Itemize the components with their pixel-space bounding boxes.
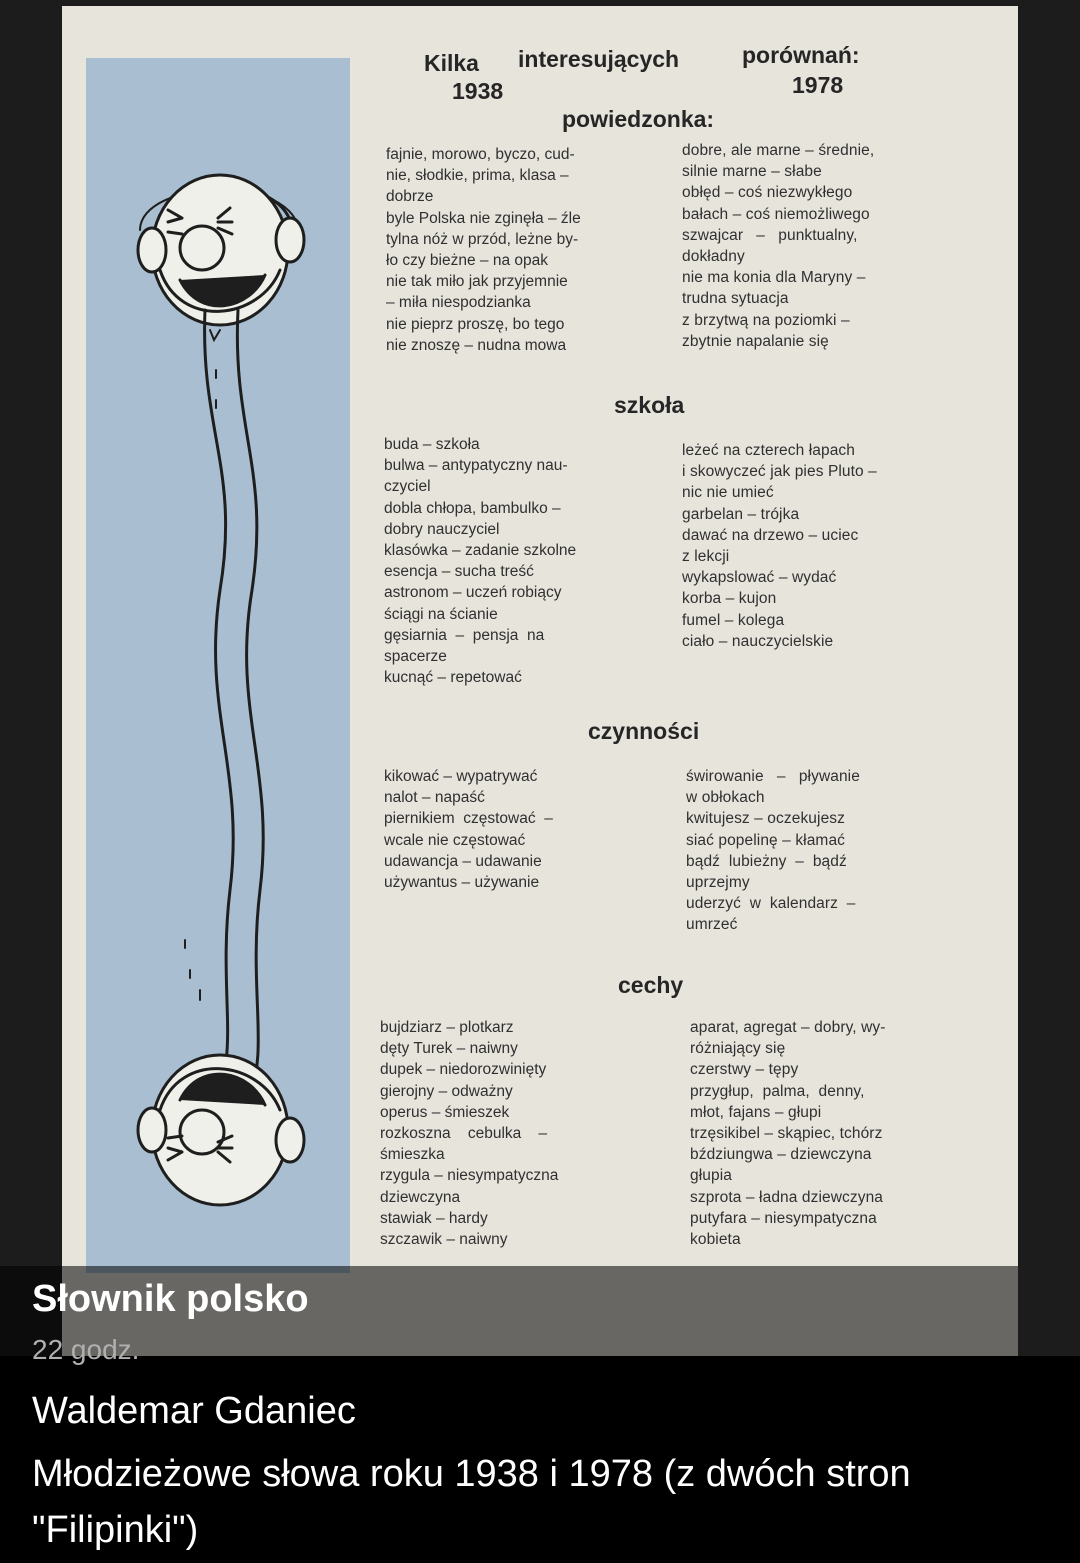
cechy-right-column: aparat, agregat – dobry, wy- różniający się czerstwy – tępy przygłup, palma, denny, młot, fajans – głupi trzęsikibel – skąpiec, tchórz bździungwa – dziewczyna głupia szprota – ładna dziewczyna putyfara – niesympatyczna kobieta xyxy=(690,1019,886,1249)
czynnosci-left-column: kikować – wypatrywać nalot – napaść piernikiem częstować – wcale nie częstować udawancja – udawanie używantus – używanie xyxy=(384,768,553,892)
header-powiedzonka: powiedzonka: xyxy=(562,106,715,132)
header-interesujacych: interesujących xyxy=(518,46,680,72)
post-time: 22 godz. xyxy=(32,1334,140,1365)
header-year-1938: 1938 xyxy=(452,78,504,104)
section-title-szkola: szkoła xyxy=(614,392,685,418)
section-title-cechy: cechy xyxy=(618,972,684,998)
header-porownan: porównań: xyxy=(742,42,860,68)
czynnosci-right-column: świrowanie – pływanie w obłokach kwitujesz – oczekujesz siać popelinę – kłamać bądź lubieżny – bądź uprzejmy uderzyć w kalendarz – umrzeć xyxy=(686,768,860,934)
header-kilka: Kilka xyxy=(424,50,479,76)
group-name[interactable]: Słownik polsko xyxy=(32,1278,309,1320)
header-year-1978: 1978 xyxy=(792,72,844,98)
szkola-left-column: buda – szkoła bulwa – antypatyczny nau- czyciel dobla chłopa, bambulko – dobry nauczyciel klasówka – zadanie szkolne esencja – sucha treść astronom – uczeń robiący ściągi na ścianie gęsiarnia – pensja na spacerze kucnąć – repetować xyxy=(384,436,577,687)
powiedzonka-left-column: fajnie, morowo, byczo, cud- nie, słodkie, prima, klasa – dobrze byle Polska nie zginęła – źle tylna nóż w przód, leżne by- ło czy bieżne – na opak nie tak miło jak przyjemnie – miła niespodzianka nie pieprz proszę, bo tego nie znoszę – nudna mowa xyxy=(386,146,581,354)
post-author[interactable]: Waldemar Gdaniec xyxy=(32,1390,356,1432)
cechy-left-column: bujdziarz – plotkarz dęty Turek – naiwny dupek – niedorozwinięty gierojny – odważny operus – śmieszek rozkoszna cebulka – śmieszka rzygula – niesympatyczna dziewczyna stawiak – hardy szczawik – naiwny xyxy=(380,1019,559,1249)
post-description: Młodzieżowe słowa roku 1938 i 1978 (z dwóch stron "Filipinki") xyxy=(32,1453,911,1551)
powiedzonka-right-column: dobre, ale marne – średnie, silnie marne – słabe obłęd – coś niezwykłego bałach – coś niemożliwego szwajcar – punktualny, dokładny nie ma konia dla Maryny – trudna sytuacja z brzytwą na poziomki – zbytnie napalanie się xyxy=(682,142,875,350)
szkola-right-column: leżeć na czterech łapach i skowyczeć jak pies Pluto – nic nie umieć garbelan – trójka dawać na drzewo – uciec z lekcji wykapslować – wydać korba – kujon fumel – kolega ciało – nauczycielskie xyxy=(682,442,877,650)
section-title-czynnosci: czynności xyxy=(588,718,700,744)
